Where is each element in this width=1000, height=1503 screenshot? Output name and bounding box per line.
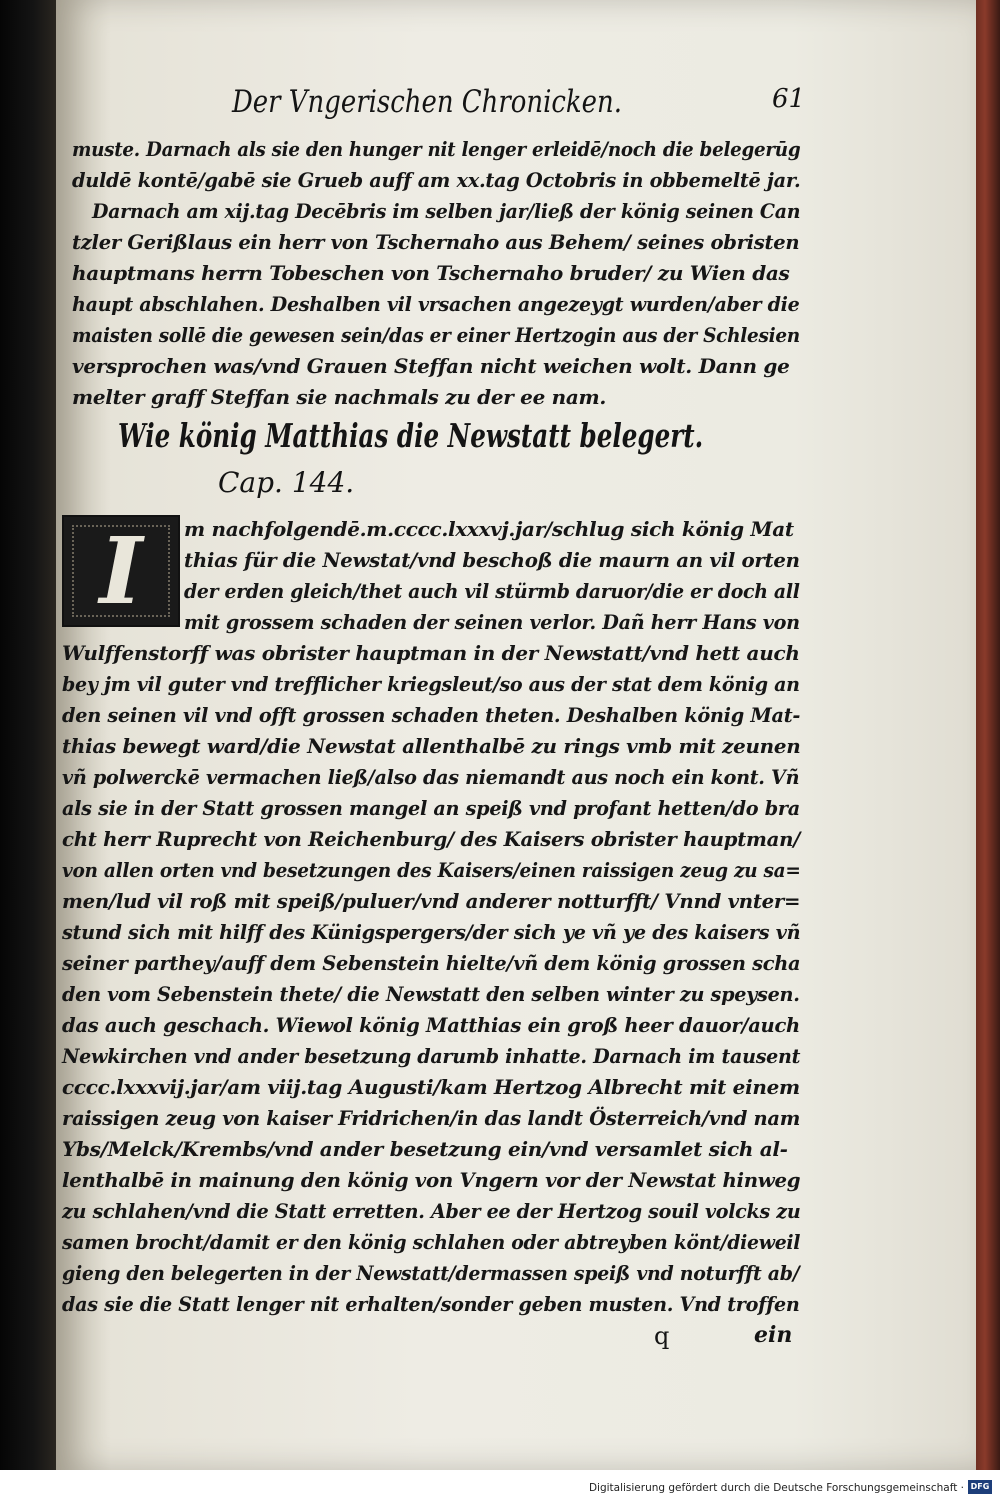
signature-mark: q xyxy=(654,1322,670,1350)
text-line: samen brocht/damit er den könig schlahen oder abtreyben könt/dieweil xyxy=(62,1230,801,1254)
text-line: raissigen zeug von kaiser Fridrichen/in das landt Österreich/vnd nam xyxy=(62,1106,801,1130)
initial-letter: I xyxy=(99,517,143,625)
chapter-heading: Wie könig Matthias die Newstatt belegert. xyxy=(118,416,704,455)
text-line: Wulffenstorff was obrister hauptman in der Newstatt/vnd hett auch xyxy=(62,641,800,665)
text-line: stund sich mit hilff des Künigspergers/der sich ye vñ ye des kaisers vñ xyxy=(62,920,801,944)
text-line: der erden gleich/thet auch vil stürmb daruor/die er doch all xyxy=(184,579,800,603)
text-line: thias für die Newstat/vnd beschoß die maurn an vil orten xyxy=(184,548,800,572)
text-line: m nachfolgendē.m.cccc.lxxxvj.jar/schlug sich könig Mat xyxy=(184,517,794,541)
catchword: ein xyxy=(754,1322,793,1348)
text-line: maisten sollē die gewesen sein/das er einer Hertzogin aus der Schlesien xyxy=(72,323,800,347)
text-line: thias bewegt ward/die Newstat allenthalbē zu rings vmb mit zeunen xyxy=(62,734,801,758)
text-line: den vom Sebenstein thete/ die Newstatt den selben winter zu speysen. xyxy=(62,982,800,1006)
text-line: Newkirchen vnd ander besetzung darumb inhatte. Darnach im tausent xyxy=(62,1044,801,1068)
text-line: haupt abschlahen. Deshalben vil vrsachen angezeygt wurden/aber die xyxy=(72,292,800,316)
text-line: cht herr Ruprecht von Reichenburg/ des Kaisers obrister hauptman/ xyxy=(62,827,801,851)
text-line: das auch geschach. Wiewol könig Matthias ein groß heer dauor/auch xyxy=(62,1013,800,1037)
text-line: das sie die Statt lenger nit erhalten/sonder geben musten. Vnd troffen xyxy=(62,1292,800,1316)
text-line: men/lud vil roß mit speiß/puluer/vnd anderer notturfft/ Vnnd vnter= xyxy=(62,889,801,913)
folio-number: 61 xyxy=(772,84,806,114)
text-line: muste. Darnach als sie den hunger nit lenger erleidē/noch die belegerūg xyxy=(72,137,801,161)
text-line: hauptmans herrn Tobeschen von Tschernaho bruder/ zu Wien das xyxy=(72,261,790,285)
dfg-logo[interactable]: DFG xyxy=(968,1480,992,1494)
chapter-number: Cap. 144. xyxy=(218,466,355,499)
text-line: Ybs/Melck/Krembs/vnd ander besetzung ein/vnd versamlet sich al- xyxy=(62,1137,788,1161)
text-line: den seinen vil vnd offt grossen schaden theten. Deshalben könig Mat- xyxy=(62,703,801,727)
text-line: bey jm vil guter vnd trefflicher kriegsleut/so aus der stat dem könig an xyxy=(62,672,800,696)
text-line: gieng den belegerten in der Newstatt/dermassen speiß vnd noturfft ab/ xyxy=(62,1261,800,1285)
text-line: mit grossem schaden der seinen verlor. Dañ herr Hans von xyxy=(184,610,800,634)
text-line: vñ polwerckē vermachen ließ/also das niemandt aus noch ein kont. Vñ xyxy=(62,765,800,789)
text-line: von allen orten vnd besetzungen des Kaisers/einen raissigen zeug zu sa= xyxy=(62,858,801,882)
text-line: duldē kontē/gabē sie Grueb auff am xx.tag Octobris in obbemeltē jar. xyxy=(72,168,801,192)
decorated-initial xyxy=(62,515,180,627)
text-line: Darnach am xij.tag Decēbris im selben jar/ließ der könig seinen Can xyxy=(92,199,801,223)
text-line: melter graff Steffan sie nachmals zu der ee nam. xyxy=(72,385,607,409)
text-line: zu schlahen/vnd die Statt erretten. Aber ee der Hertzog souil volcks zu xyxy=(62,1199,801,1223)
text-line: seiner parthey/auff dem Sebenstein hielte/vñ dem könig grossen scha xyxy=(62,951,801,975)
text-line: versprochen was/vnd Grauen Steffan nicht weichen wolt. Dann ge xyxy=(72,354,790,378)
binding-shadow xyxy=(0,0,56,1470)
text-line: tzler Gerißlaus ein herr von Tschernaho aus Behem/ seines obristen xyxy=(72,230,800,254)
text-line: als sie in der Statt grossen mangel an speiß vnd profant hetten/do bra xyxy=(62,796,800,820)
text-line: cccc.lxxxvij.jar/am viij.tag Augusti/kam Hertzog Albrecht mit einem xyxy=(62,1075,800,1099)
text-line: lenthalbē in mainung den könig von Vngern vor der Newstat hinweg xyxy=(62,1168,801,1192)
running-head: Der Vngerischen Chronicken. xyxy=(232,84,622,120)
book-edge xyxy=(975,0,1000,1470)
digitization-credit: Digitalisierung gefördert durch die Deutsche Forschungsgemeinschaft · xyxy=(588,1482,964,1494)
